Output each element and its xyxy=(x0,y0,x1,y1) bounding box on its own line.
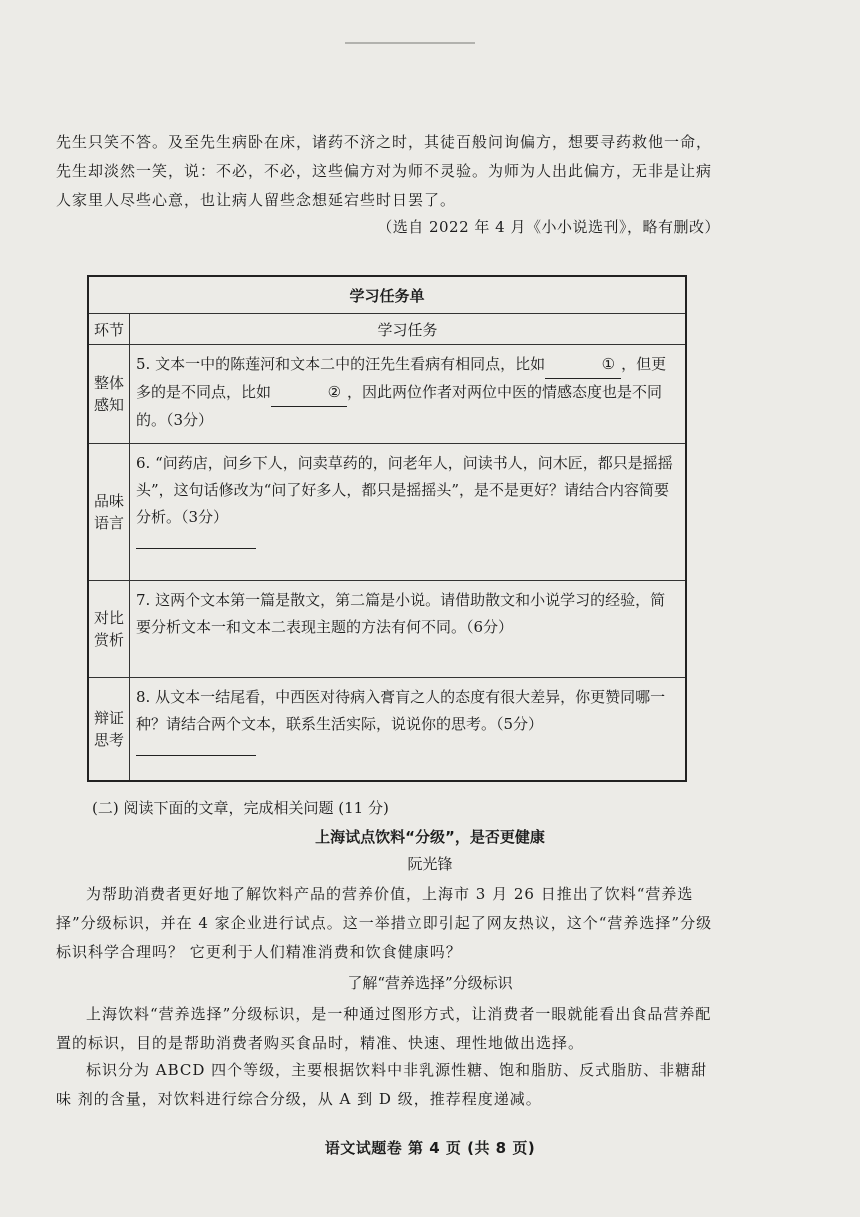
question-text: 5. 文本一中的陈莲河和文本二中的汪先生看病有相同点，比如 xyxy=(136,355,546,373)
question-6 xyxy=(130,444,687,581)
question-8 xyxy=(130,678,687,782)
task-row xyxy=(88,444,686,581)
answer-line[interactable] xyxy=(136,548,256,549)
article-paragraph: 上海饮料“营养选择”分级标识，是一种通过图形方式，让消费者一眼就能看出食品营养配置的标识，目的是帮助消费者购买食品时，精准、快速、理性地做出选择。 xyxy=(56,1005,712,1052)
section-label: 品味语言 xyxy=(88,444,130,581)
answer-blank-2[interactable]: ② xyxy=(271,379,347,407)
col-header-section: 环节 xyxy=(88,314,130,345)
question-text: ，但更多的是不同点，比如 xyxy=(136,355,667,401)
scan-mark xyxy=(345,42,475,44)
answer-blank-1[interactable]: ① xyxy=(545,351,621,379)
section-label: 对比赏析 xyxy=(88,581,130,678)
source-note: （选自 2022 年 4 月《小小说选刊》，略有删改） xyxy=(377,218,720,236)
article-paragraph: 标识分为 ABCD 四个等级，主要根据饮料中非乳源性糖、饱和脂肪、反式脂肪、非糖甜味 剂的含量，对饮料进行综合分级，从 A 到 D 级，推荐程度递减。 xyxy=(56,1061,708,1108)
section-label: 整体感知 xyxy=(88,345,130,444)
task-row xyxy=(88,345,686,444)
col-header-task: 学习任务 xyxy=(130,314,687,345)
question-text: 7. 这两个文本第一篇是散文，第二篇是小说。请借助散文和小说学习的经验，简要分析文本一和文本二表现主题的方法有何不同。（6分） xyxy=(136,591,666,636)
question-text: ，因此两位作者对两位中医的情感态度也是不同的。（3分） xyxy=(136,383,663,429)
task-sheet-table xyxy=(87,275,687,782)
section-two-heading: (二) 阅读下面的文章，完成相关问题 (11 分) xyxy=(92,799,389,817)
task-sheet-title: 学习任务单 xyxy=(88,276,686,314)
passage-ending: 先生只笑不答。及至先生病卧在床，诸药不济之时，其徒百般问询偏方，想要寻药救他一命，先生却淡然一笑，说：不必，不必，这些偏方对为师不灵验。为师为人出此偏方，无非是让病人家里人尽些心意，也让病人留些念想延宕些时日罢了。 xyxy=(56,133,713,209)
task-row xyxy=(88,678,686,782)
article-subheading: 了解“营养选择”分级标识 xyxy=(347,974,513,992)
article-intro: 为帮助消费者更好地了解饮料产品的营养价值，上海市 3 月 26 日推出了饮料“营养选择”分级标识，并在 4 家企业进行试点。这一举措立即引起了网友热议，这个“营养选择”分级标识科学合理吗？ 它更利于人们精准消费和饮食健康吗？ xyxy=(56,885,713,961)
question-5 xyxy=(130,345,687,444)
question-7 xyxy=(130,581,687,678)
article-title: 上海试点饮料“分级”，是否更健康 xyxy=(315,828,545,846)
answer-line[interactable] xyxy=(136,755,256,756)
section-label: 辩证思考 xyxy=(88,678,130,782)
question-text: 6. “问药店，问乡下人，问卖草药的，问老年人，问读书人，问木匠，都只是摇摇头”，这句话修改为“问了好多人，都只是摇摇头”，是不是更好？请结合内容简要分析。（3分） xyxy=(136,454,673,526)
article-author: 阮光锋 xyxy=(407,855,453,873)
question-text: 8. 从文本一结尾看，中西医对待病入膏肓之人的态度有很大差异，你更赞同哪一种？请结合两个文本，联系生活实际，说说你的思考。（5分） xyxy=(136,688,666,733)
task-row xyxy=(88,581,686,678)
page-footer: 语文试题卷 第 4 页 (共 8 页) xyxy=(324,1139,536,1157)
